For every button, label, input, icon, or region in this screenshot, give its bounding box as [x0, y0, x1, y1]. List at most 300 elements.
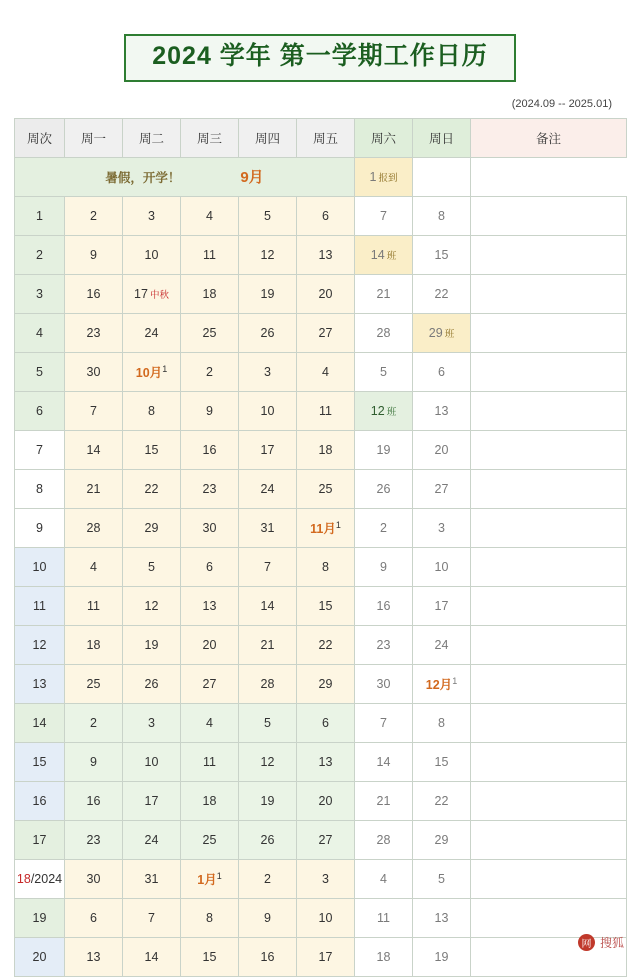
day-number: 24: [260, 481, 275, 496]
day-number: 6: [322, 715, 329, 730]
weekend-day-cell: [413, 703, 471, 742]
holiday-tag: 中秋: [149, 289, 169, 301]
day-number: 1月: [197, 872, 217, 887]
table-row: [15, 625, 627, 664]
column-header-sunday: 周日: [413, 118, 471, 157]
weekend-day-cell: [413, 742, 471, 781]
weekday-cell: [181, 430, 239, 469]
title-container: [14, 0, 626, 82]
weekday-cell: [123, 547, 181, 586]
day-number: 28: [376, 832, 391, 847]
banner-month-label: 9月: [240, 169, 264, 186]
column-header-note: 备注: [471, 118, 627, 157]
week-number-cell: 5: [15, 352, 65, 391]
note-cell[interactable]: [471, 508, 627, 547]
weekday-cell: [65, 781, 123, 820]
note-cell[interactable]: [471, 391, 627, 430]
day-number: 18: [202, 286, 217, 301]
weekday-cell: [297, 508, 355, 547]
day-number: 21: [376, 793, 391, 808]
day-number: 9: [380, 559, 387, 574]
day-number: 29: [318, 676, 333, 691]
column-header-tuesday: 周二: [123, 118, 181, 157]
day-tag: 班: [386, 250, 397, 262]
weekday-cell: [123, 781, 181, 820]
weekend-day-cell: [355, 742, 413, 781]
day-number: 26: [260, 325, 275, 340]
weekday-cell: [181, 703, 239, 742]
week-number-cell: 17: [15, 820, 65, 859]
weekday-cell: [181, 196, 239, 235]
note-cell[interactable]: [471, 547, 627, 586]
weekday-cell: [123, 196, 181, 235]
weekday-cell: [239, 313, 297, 352]
note-cell[interactable]: [471, 859, 627, 898]
day-number: 8: [322, 559, 329, 574]
weekday-cell: [181, 469, 239, 508]
weekday-cell: [65, 898, 123, 937]
column-header-wednesday: 周三: [181, 118, 239, 157]
day-number: 4: [380, 871, 387, 886]
day-number: 12: [144, 598, 159, 613]
note-cell[interactable]: [471, 781, 627, 820]
weekend-day-cell: [413, 586, 471, 625]
table-row: [15, 274, 627, 313]
weekday-cell: [123, 937, 181, 976]
weekday-cell: [65, 625, 123, 664]
weekend-day-cell: [413, 898, 471, 937]
table-row: [15, 898, 627, 937]
weekend-day-cell: [355, 781, 413, 820]
weekday-cell: [239, 781, 297, 820]
day-number: 4: [322, 364, 329, 379]
weekend-day-cell: [413, 547, 471, 586]
day-number: 12: [260, 754, 275, 769]
note-cell[interactable]: [471, 625, 627, 664]
day-number: 14: [86, 442, 101, 457]
weekday-cell: [65, 508, 123, 547]
day-number: 28: [260, 676, 275, 691]
day-number: 19: [434, 949, 449, 964]
day-number: 24: [144, 832, 159, 847]
weekday-cell: [297, 742, 355, 781]
day-number: 13: [202, 598, 217, 613]
day-number: 5: [380, 364, 387, 379]
day-number: 27: [318, 832, 333, 847]
day-number: 6: [322, 208, 329, 223]
note-cell[interactable]: [471, 664, 627, 703]
day-number: 16: [86, 286, 101, 301]
day-number: 8: [148, 403, 155, 418]
weekday-cell: [65, 586, 123, 625]
weekday-cell: [297, 703, 355, 742]
weekend-day-cell: [355, 547, 413, 586]
day-number: 11: [319, 403, 332, 418]
day-number: 5: [264, 715, 271, 730]
weekday-cell: [65, 274, 123, 313]
weekend-day-cell: [355, 391, 413, 430]
weekend-day-cell: [355, 898, 413, 937]
week-number-cell: 15: [15, 742, 65, 781]
day-number: 20: [434, 442, 449, 457]
month-start-day: 1: [162, 363, 168, 374]
day-number: 2: [90, 715, 97, 730]
day-number: 28: [376, 325, 391, 340]
table-row: [15, 508, 627, 547]
day-number: 16: [376, 598, 391, 613]
day-number: 11: [203, 754, 216, 769]
day-number: 4: [206, 208, 213, 223]
table-row: [15, 352, 627, 391]
week-number-cell: 6: [15, 391, 65, 430]
weekday-cell: [239, 508, 297, 547]
note-cell[interactable]: [471, 469, 627, 508]
week-number-cell: 9: [15, 508, 65, 547]
weekday-cell: [239, 352, 297, 391]
weekend-day-cell: [413, 508, 471, 547]
weekend-day-cell: [413, 430, 471, 469]
day-number: 6: [206, 559, 213, 574]
day-number: 10: [318, 910, 333, 925]
day-number: 18: [376, 949, 391, 964]
week-number-cell: 14: [15, 703, 65, 742]
weekday-cell: [65, 703, 123, 742]
weekday-cell: [123, 664, 181, 703]
subtitle-container: [14, 82, 626, 118]
weekday-cell: [239, 820, 297, 859]
weekday-cell: [297, 937, 355, 976]
day-number: 13: [434, 403, 449, 418]
weekday-cell: [65, 547, 123, 586]
weekday-cell: [297, 781, 355, 820]
weekday-cell: [65, 196, 123, 235]
day-number: 3: [148, 715, 155, 730]
note-cell[interactable]: [471, 196, 627, 235]
weekday-cell: [123, 313, 181, 352]
week-number-cell: 3: [15, 274, 65, 313]
month-start-day: 1: [452, 675, 458, 686]
day-number: 2: [206, 364, 213, 379]
day-number: 17: [260, 442, 275, 457]
day-number: 21: [376, 286, 391, 301]
day-number: 25: [318, 481, 333, 496]
title-box: [124, 34, 516, 82]
day-number: 22: [144, 481, 159, 496]
day-number: 20: [318, 793, 333, 808]
weekend-day-cell: [355, 352, 413, 391]
watermark-label: 搜狐: [599, 936, 624, 950]
weekday-cell: [297, 469, 355, 508]
table-row: [15, 313, 627, 352]
weekday-cell: [297, 547, 355, 586]
day-number: 7: [148, 910, 155, 925]
weekend-day-cell: [355, 586, 413, 625]
weekend-day-cell: [413, 352, 471, 391]
weekday-cell: [297, 586, 355, 625]
day-number: 10: [144, 754, 159, 769]
weekday-cell: [297, 664, 355, 703]
day-number: 26: [260, 832, 275, 847]
note-cell[interactable]: [471, 820, 627, 859]
day-number: 29: [144, 520, 159, 535]
day-number: 24: [144, 325, 159, 340]
weekend-day-cell: [413, 391, 471, 430]
weekday-cell: [239, 430, 297, 469]
note-cell[interactable]: [471, 586, 627, 625]
week-number-cell: 12: [15, 625, 65, 664]
table-row: [15, 820, 627, 859]
weekday-cell: [123, 742, 181, 781]
day-number: 30: [86, 871, 101, 886]
weekend-day-cell: [355, 937, 413, 976]
weekday-cell: [123, 625, 181, 664]
table-row: [15, 196, 627, 235]
banner-sunday-tag: 报到: [378, 172, 398, 184]
day-number: 16: [202, 442, 217, 457]
day-number: 14: [376, 754, 391, 769]
day-number: 2: [380, 520, 387, 535]
day-number: 3: [264, 364, 271, 379]
table-row: [15, 586, 627, 625]
day-number: 25: [202, 325, 217, 340]
weekday-cell: [181, 859, 239, 898]
note-cell[interactable]: [471, 703, 627, 742]
month-start-day: 1: [335, 519, 341, 530]
day-number: 18: [202, 793, 217, 808]
column-header-week: 周次: [15, 118, 65, 157]
note-cell[interactable]: [471, 313, 627, 352]
weekday-cell: [181, 937, 239, 976]
weekend-day-cell: [413, 664, 471, 703]
day-number: 30: [202, 520, 217, 535]
note-cell[interactable]: [471, 742, 627, 781]
day-number: 9: [206, 403, 213, 418]
weekday-cell: [297, 235, 355, 274]
day-number: 26: [376, 481, 391, 496]
day-number: 10: [434, 559, 449, 574]
weekday-cell: [65, 937, 123, 976]
day-number: 19: [260, 793, 275, 808]
banner-sunday-date: 1: [369, 169, 377, 184]
weekday-cell: [123, 235, 181, 274]
day-number: 21: [260, 637, 275, 652]
week-number-cell: 8: [15, 469, 65, 508]
day-number: 4: [206, 715, 213, 730]
table-row: [15, 664, 627, 703]
day-number: 24: [434, 637, 449, 652]
day-number: 29: [428, 325, 443, 340]
weekday-cell: [65, 859, 123, 898]
month-start-day: 1: [216, 870, 222, 881]
day-number: 25: [202, 832, 217, 847]
day-number: 3: [438, 520, 445, 535]
weekend-day-cell: [413, 274, 471, 313]
weekday-cell: [181, 586, 239, 625]
day-number: 17: [144, 793, 159, 808]
week-number-cell: 4: [15, 313, 65, 352]
day-number: 31: [260, 520, 275, 535]
weekday-cell: [239, 898, 297, 937]
weekend-day-cell: [355, 235, 413, 274]
weekday-cell: [123, 469, 181, 508]
day-number: 19: [144, 637, 159, 652]
note-cell[interactable]: [471, 898, 627, 937]
day-number: 13: [434, 910, 449, 925]
weekend-day-cell: [355, 469, 413, 508]
weekend-day-cell: [413, 625, 471, 664]
day-number: 16: [86, 793, 101, 808]
weekday-cell: [181, 547, 239, 586]
week-number-cell: [15, 859, 65, 898]
weekday-cell: [297, 430, 355, 469]
weekday-cell: [181, 820, 239, 859]
weekday-cell: [181, 235, 239, 274]
weekday-cell: [65, 664, 123, 703]
day-number: 5: [148, 559, 155, 574]
day-number: 11: [87, 598, 100, 613]
weekend-day-cell: [355, 274, 413, 313]
banner-note-cell: [413, 157, 471, 196]
week-number-cell: 19: [15, 898, 65, 937]
day-number: 2: [264, 871, 271, 886]
weekday-cell: [297, 625, 355, 664]
day-number: 15: [144, 442, 159, 457]
weekday-cell: [65, 469, 123, 508]
day-number: 27: [434, 481, 449, 496]
day-number: 25: [86, 676, 101, 691]
weekend-day-cell: [413, 937, 471, 976]
day-number: 15: [434, 247, 449, 262]
day-number: 6: [90, 910, 97, 925]
weekday-cell: [123, 391, 181, 430]
banner-sunday-cell: [355, 157, 413, 196]
week-number-value: 18: [16, 871, 31, 886]
weekday-cell: [65, 313, 123, 352]
weekday-cell: [123, 430, 181, 469]
weekday-cell: [123, 352, 181, 391]
day-number: 14: [144, 949, 159, 964]
day-number: 17: [134, 286, 148, 301]
note-cell[interactable]: [471, 430, 627, 469]
weekday-cell: [65, 820, 123, 859]
weekday-cell: [123, 859, 181, 898]
day-number: 19: [376, 442, 391, 457]
table-row: [15, 703, 627, 742]
day-number: 7: [264, 559, 271, 574]
weekday-cell: [123, 508, 181, 547]
weekend-day-cell: [355, 313, 413, 352]
weekday-cell: [181, 313, 239, 352]
weekday-cell: [181, 781, 239, 820]
day-number: 13: [86, 949, 101, 964]
day-number: 7: [380, 715, 387, 730]
table-row: [15, 781, 627, 820]
date-range-subtitle: (2024.09 -- 2025.01): [511, 97, 612, 110]
weekend-day-cell: [355, 859, 413, 898]
day-number: 12: [260, 247, 275, 262]
day-number: 14: [260, 598, 275, 613]
day-number: 28: [86, 520, 101, 535]
table-row: [15, 391, 627, 430]
weekday-cell: [181, 274, 239, 313]
weekday-cell: [239, 586, 297, 625]
day-number: 10月: [135, 365, 163, 380]
day-tag: 班: [444, 328, 455, 340]
day-number: 19: [260, 286, 275, 301]
work-calendar-table: [14, 118, 627, 977]
note-cell[interactable]: [471, 274, 627, 313]
day-number: 6: [438, 364, 445, 379]
day-number: 27: [318, 325, 333, 340]
table-body: [15, 157, 627, 976]
weekday-cell: [297, 859, 355, 898]
weekend-day-cell: [355, 820, 413, 859]
weekday-cell: [123, 703, 181, 742]
weekend-day-cell: [413, 820, 471, 859]
weekend-day-cell: [355, 703, 413, 742]
weekday-cell: [181, 625, 239, 664]
day-tag: 班: [386, 406, 397, 418]
weekend-day-cell: [355, 508, 413, 547]
day-number: 18: [318, 442, 333, 457]
week-number-cell: 11: [15, 586, 65, 625]
column-header-friday: 周五: [297, 118, 355, 157]
weekend-day-cell: [413, 469, 471, 508]
day-number: 5: [438, 871, 445, 886]
day-number: 30: [86, 364, 101, 379]
day-number: 22: [434, 793, 449, 808]
column-header-thursday: 周四: [239, 118, 297, 157]
day-number: 29: [434, 832, 449, 847]
note-cell[interactable]: [471, 235, 627, 274]
weekday-cell: [65, 235, 123, 274]
day-number: 11: [377, 910, 390, 925]
weekday-cell: [123, 586, 181, 625]
day-number: 21: [86, 481, 101, 496]
note-cell[interactable]: [471, 352, 627, 391]
day-number: 8: [206, 910, 213, 925]
weekend-day-cell: [355, 196, 413, 235]
day-number: 15: [318, 598, 333, 613]
weekday-cell: [181, 664, 239, 703]
weekday-cell: [65, 742, 123, 781]
column-header-monday: 周一: [65, 118, 123, 157]
table-row: [15, 547, 627, 586]
day-number: 3: [322, 871, 329, 886]
table-row: [15, 742, 627, 781]
day-number: 13: [318, 754, 333, 769]
weekday-cell: [65, 391, 123, 430]
week-number-cell: 13: [15, 664, 65, 703]
banner-row: [15, 157, 627, 196]
watermark: [578, 934, 624, 951]
day-number: 7: [90, 403, 97, 418]
table-row: [15, 469, 627, 508]
weekend-day-cell: [355, 664, 413, 703]
weekday-cell: [181, 391, 239, 430]
weekend-day-cell: [355, 625, 413, 664]
watermark-icon: 网: [578, 934, 595, 951]
day-number: 22: [318, 637, 333, 652]
day-number: 9: [90, 247, 97, 262]
day-number: 15: [434, 754, 449, 769]
weekday-cell: [123, 898, 181, 937]
weekday-cell: [239, 742, 297, 781]
weekday-cell: [181, 508, 239, 547]
day-number: 30: [376, 676, 391, 691]
day-number: 18: [86, 637, 101, 652]
week-year-suffix: /2024: [30, 871, 63, 886]
